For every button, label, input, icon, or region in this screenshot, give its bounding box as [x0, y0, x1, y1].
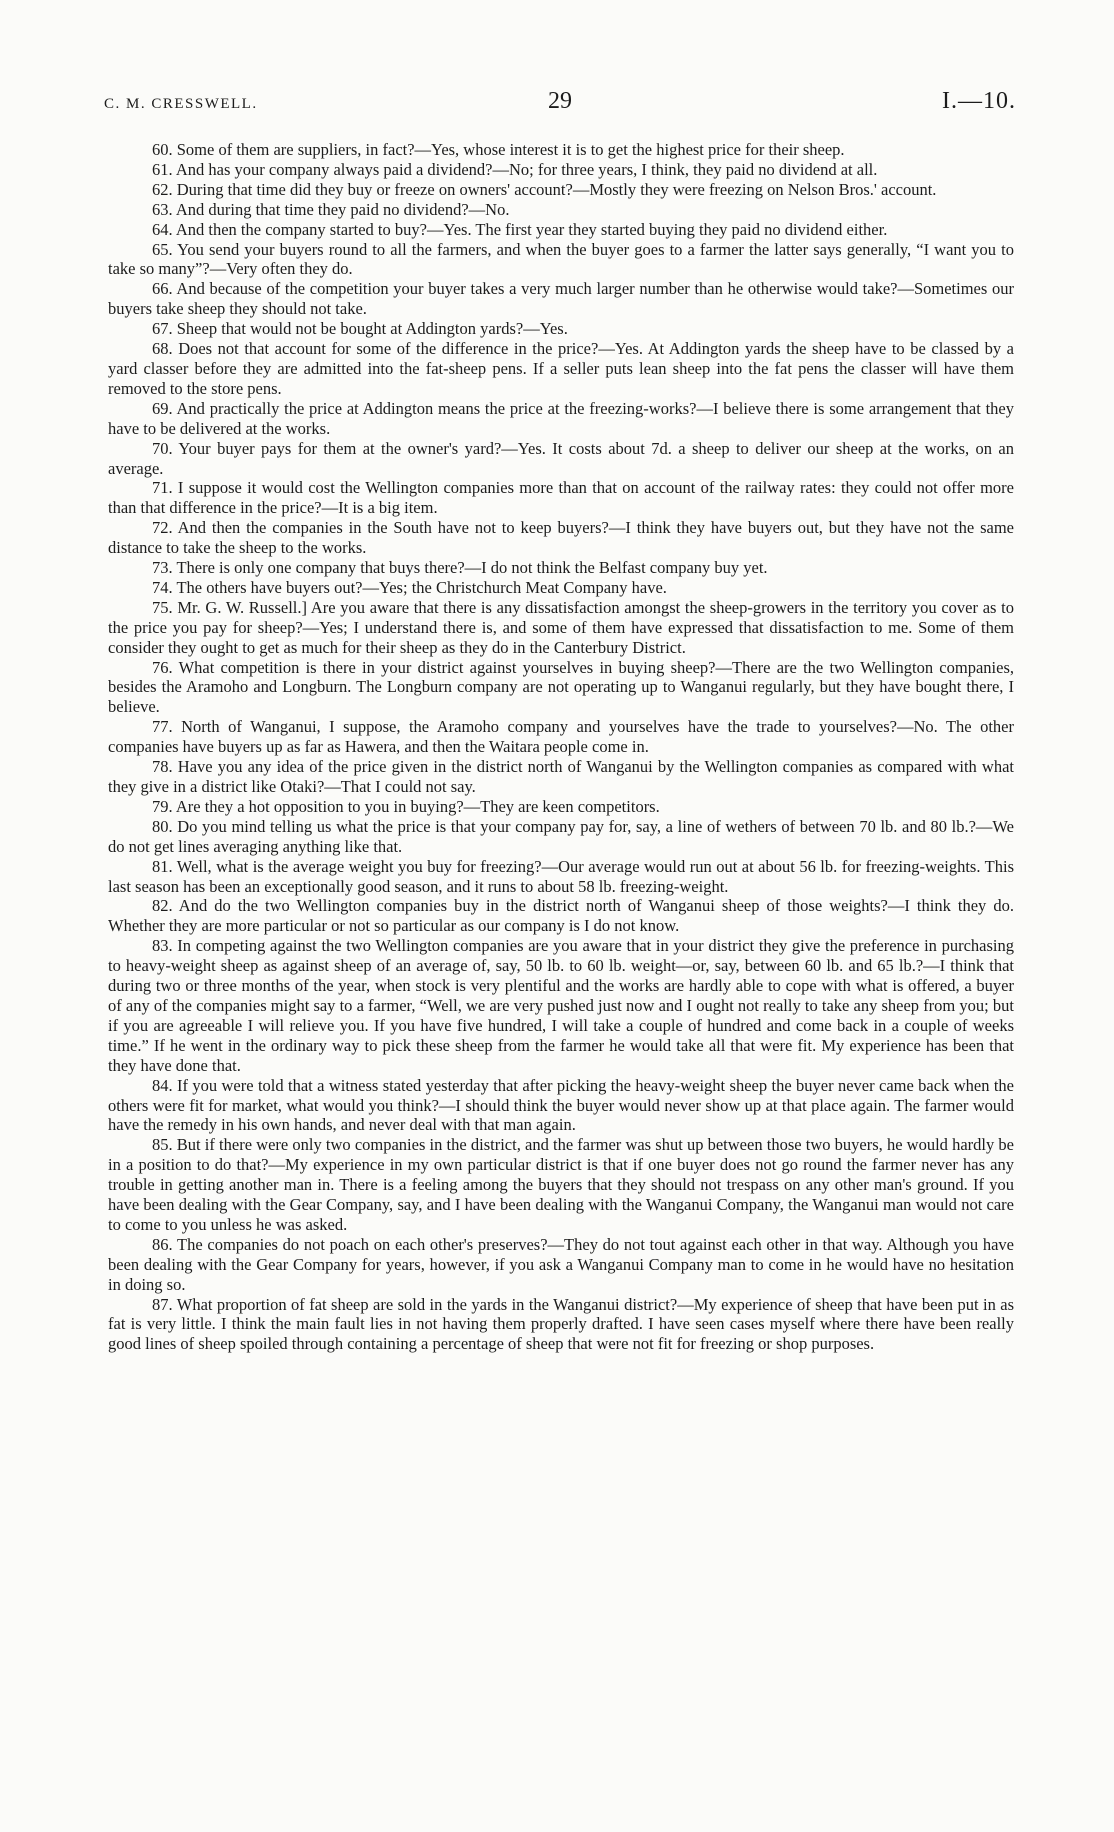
paragraph-64: 64. And then the company started to buy?—Yes. The first year they started buying they paid no dividend either. [152, 219, 888, 239]
paragraph-74: 74. The others have buyers out?—Yes; the Christchurch Meat Company have. [152, 577, 667, 597]
page-body [108, 140, 1014, 1354]
paragraph-87: 87. What proportion of fat sheep are sold in the yards in the Wanganui district?—My experience of sheep that have been put in as fat is very little. I think the main fault lies in not having them properly drafted. I have seen cases myself where there have been really good lines of sheep spoiled through containing a percentage of sheep that were not fit for freezing or shop purposes. [108, 1294, 1014, 1354]
paragraph-61: 61. And has your company always paid a dividend?—No; for three years, I think, they paid no dividend at all. [152, 159, 878, 179]
page-number: 29 [548, 88, 572, 114]
paragraph-73: 73. There is only one company that buys there?—I do not think the Belfast company buy yet. [152, 558, 768, 578]
paragraph-70: 70. Your buyer pays for them at the owner's yard?—Yes. It costs about 7d. a sheep to deliver our sheep at the works, on an average. [108, 438, 1014, 478]
paragraph-69: 69. And practically the price at Addington means the price at the freezing-works?—I believe there is some arrangement that they have to be delivered at the works. [108, 398, 1014, 438]
paragraph-75: 75. Mr. G. W. Russell.] Are you aware that there is any dissatisfaction amongst the sheep-growers in the territory you cover as to the price you pay for sheep?—Yes; I understand there is, and some of them have expressed that dissatisfaction to me. Some of them consider they ought to get as much for their sheep as they do in the Canterbury District. [108, 597, 1014, 657]
paragraph-80: 80. Do you mind telling us what the price is that your company pay for, say, a line of wethers of between 70 lb. and 80 lb.?—We do not get lines averaging anything like that. [108, 816, 1014, 856]
paragraph-71: 71. I suppose it would cost the Wellington companies more than that on account of the railway rates: they could not offer more than that difference in the price?—It is a big item. [108, 478, 1014, 518]
paragraph-76: 76. What competition is there in your district against yourselves in buying sheep?—There are the two Wellington companies, besides the Aramoho and Longburn. The Longburn company are not operating up to Wanganui regularly, but they have bought there, I believe. [108, 657, 1014, 717]
paragraph-63: 63. And during that time they paid no dividend?—No. [152, 199, 510, 219]
paragraph-86: 86. The companies do not poach on each other's preserves?—They do not tout against each other in that way. Although you have been dealing with the Gear Company for years, however, if you ask a Wanganui Company man to come in he would have no hesitation in doing so. [108, 1234, 1014, 1294]
paragraph-67: 67. Sheep that would not be bought at Addington yards?—Yes. [152, 319, 568, 339]
paragraph-66: 66. And because of the competition your buyer takes a very much larger number than he otherwise would take?—Sometimes our buyers take sheep they should not take. [108, 279, 1014, 319]
paragraph-65: 65. You send your buyers round to all the farmers, and when the buyer goes to a farmer the latter says generally, “I want you to take so many”?—Very often they do. [108, 239, 1014, 279]
paper-reference: I.—10. [942, 88, 1016, 114]
paragraph-85: 85. But if there were only two companies in the district, and the farmer was shut up between those two buyers, he would hardly be in a position to do that?—My experience in my own particular district is that if one buyer does not go round the farmer never has any trouble in getting another man in. There is a feeling among the buyers that they should not trespass on any other man's ground. If you have been dealing with the Gear Company, say, and I have been dealing with the Wanganui Company, the Wanganui man would not care to come to you unless he was asked. [108, 1135, 1014, 1234]
paragraph-84: 84. If you were told that a witness stated yesterday that after picking the heavy-weight sheep the buyer never came back when the others were fit for market, what would you think?—I should think the buyer would never show up at that place again. The farmer would have the remedy in his own hands, and never deal with that man again. [108, 1075, 1014, 1135]
paragraph-62: 62. During that time did they buy or freeze on owners' account?—Mostly they were freezing on Nelson Bros.' account. [152, 179, 937, 199]
header-witness-name: C. M. CRESSWELL. [104, 96, 258, 112]
paragraph-79: 79. Are they a hot opposition to you in buying?—They are keen competitors. [152, 796, 660, 816]
paragraph-72: 72. And then the companies in the South have not to keep buyers?—I think they have buyers out, but they have not the same distance to take the sheep to the works. [108, 518, 1014, 558]
paragraph-60: 60. Some of them are suppliers, in fact?—Yes, whose interest it is to get the highest price for their sheep. [152, 140, 845, 159]
paragraph-82: 82. And do the two Wellington companies buy in the district north of Wanganui sheep of those weights?—I think they do. Whether they are more particular or not so particular as our company is I do not know. [108, 896, 1014, 936]
paragraph-77: 77. North of Wanganui, I suppose, the Aramoho company and yourselves have the trade to yourselves?—No. The other companies have buyers up as far as Hawera, and then the Waitara people come in. [108, 717, 1014, 757]
paragraph-78: 78. Have you any idea of the price given in the district north of Wanganui by the Wellington companies as compared with what they give in a district like Otaki?—That I could not say. [108, 757, 1014, 796]
paragraph-81: 81. Well, what is the average weight you buy for freezing?—Our average would run out at about 56 lb. for freezing-weights. This last season has been an exceptionally good season, and it runs to about 58 lb. freezing-weight. [108, 856, 1014, 896]
paragraph-83: 83. In competing against the two Wellington companies are you aware that in your district they give the preference in purchasing to heavy-weight sheep as against sheep of an average of, say, 50 lb. to 60 lb. weight—or, say, between 60 lb. and 65 lb.?—I think that during two or three months of the year, when stock is very plentiful and the works are hardly able to cope with what is offered, a buyer of any of the companies might say to a farmer, “Well, we are very pushed just now and I ought not really to take any sheep from you; but if you are agreeable I will relieve you. If you have five hundred, I will take a couple of hundred and come back in a couple of weeks time.” If he went in the ordinary way to pick these sheep from the farmer he would take all that were fit. My experience has been that they have done that. [108, 936, 1014, 1075]
paragraph-68: 68. Does not that account for some of the difference in the price?—Yes. At Addington yards the sheep have to be classed by a yard classer before they are admitted into the fat-sheep pens. If a seller puts lean sheep into the fat pens the classer will have them removed to the store pens. [108, 339, 1014, 398]
page-header [104, 88, 1016, 122]
